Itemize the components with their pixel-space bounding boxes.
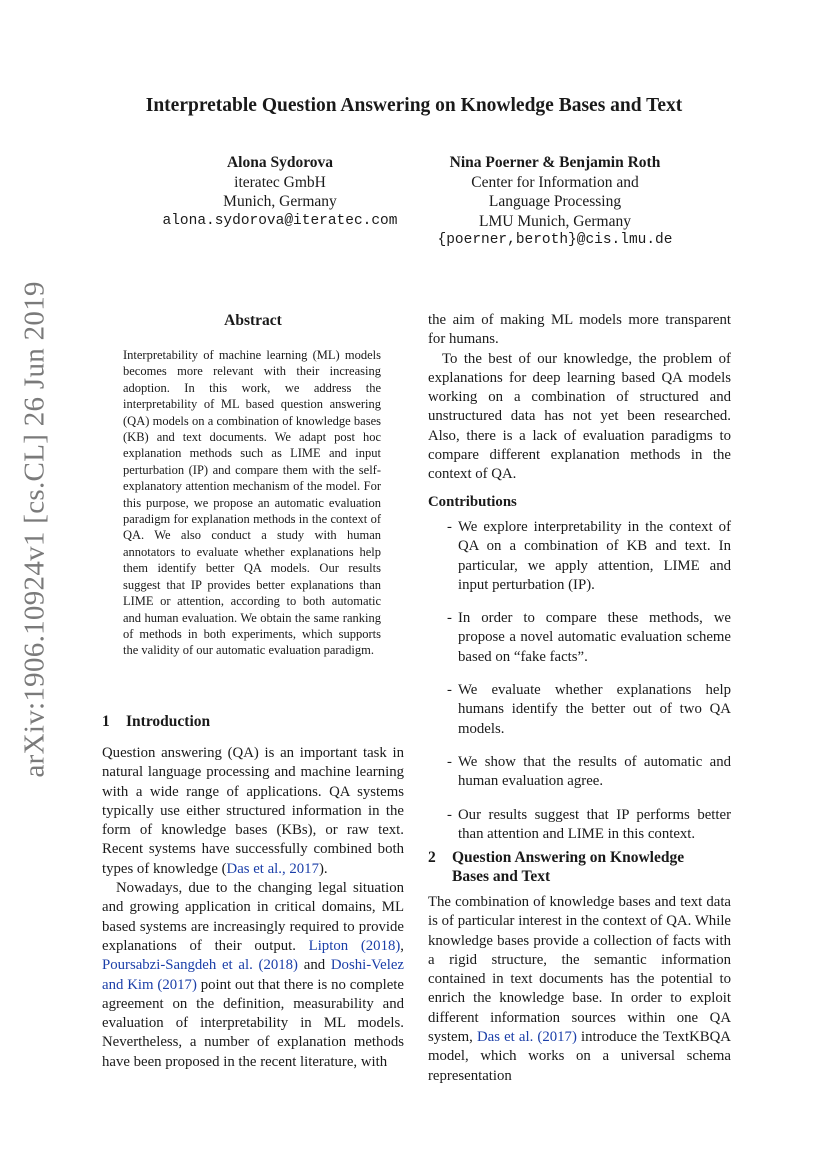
citation-link[interactable]: Das et al. (2017) [476,1029,577,1046]
paragraph-text: point out that there is no complete agreement on the definition, measurability and evaluation of interpretability in ML models. Nevertheless, a number of explanation methods have been proposed in the recent literature, with [102,976,404,1070]
author-affiliation: Center for Information and [471,173,639,191]
contributions-list-container [428,518,731,858]
list-item: - In order to compare these methods, we propose a novel automatic evaluation scheme based on “fake facts”. [428,609,731,667]
author-name: Alona Sydorova [226,154,334,171]
author-name: Nina Poerner & Benjamin Roth [449,154,661,171]
list-item: - We show that the results of automatic and human evaluation agree. [428,753,731,792]
author-email[interactable]: alona.sydorova@iteratec.com [162,212,398,229]
list-item: - Our results suggest that IP performs better than attention and LIME in this context. [428,806,731,845]
section-heading-qa-kb-text [428,848,731,886]
intro-paragraph-continued: the aim of making ML models more transparent for humans. [428,312,731,348]
arxiv-stamp: arXiv:1906.10924v1 [cs.CL] 26 Jun 2019 [18,281,51,778]
citation-link[interactable]: Poursabzi-Sangdeh et al. (2018) [102,957,298,974]
intro-paragraph-1 [102,744,404,879]
intro-paragraph-3: To the best of our knowledge, the problem of explanations for deep learning based QA models working on a combination of structured and unstructured data has not yet been researched. Also, there is a lack of evaluation paradigms to compare different explanation methods in the context of QA. [428,350,731,483]
contributions-heading: Contributions [428,494,517,510]
abstract-heading: Abstract [224,312,282,329]
contributions-list [428,518,731,844]
author-affiliation: Munich, Germany [223,193,337,210]
paragraph-text: , [400,937,404,954]
paragraph-text: and [298,957,331,974]
paragraph-text: Question answering (QA) is an important task in natural language processing and machine learning with a wide range of applications. QA systems typically use either structured information in the form of knowledge bases (KBs), or raw text. Recent systems have successfully combined both types of knowledge ( [102,745,404,877]
author-affiliation: LMU Munich, Germany [479,212,631,230]
section-number: 2 [428,849,436,866]
citation-link[interactable]: Das et al., 2017 [226,860,319,877]
paragraph-text: introduce the TextKBQA model, which works on a universal schema representation [428,1029,731,1084]
author-affiliation: Language Processing [488,193,622,210]
left-column-body [102,744,404,1072]
list-item: - We explore interpretability in the context of QA on a combination of KB and text. In particular, we apply attention, LIME and input perturbation (IP). [428,518,731,595]
paragraph-text: Nowadays, due to the changing legal situation and growing application in critical domains, ML based systems are increasingly required to provide explanations of their output. [102,880,404,954]
list-item: - We evaluate whether explanations help humans identify the better out of two QA models. [428,681,731,739]
author-affiliation: iteratec GmbH [234,173,326,191]
author-email[interactable]: {poerner,beroth}@cis.lmu.de [437,232,673,248]
citation-link[interactable]: Doshi-Velez and Kim (2017) [102,957,404,993]
section-title: Question Answering on Knowledge Bases and Text [452,849,685,885]
intro-paragraph-2 [102,879,404,1072]
paragraph-text: ). [318,860,328,877]
author-block-1 [130,153,430,231]
section-title: Introduction [126,713,211,730]
right-column-body [428,311,731,485]
author-block-2 [400,153,710,251]
paragraph-text: The combination of knowledge bases and text data is of particular interest in the context of QA. While knowledge bases provide a collection of facts with a rigid structure, the semantic information contained in text documents has the potential to enrich the knowledge base. In order to exploit different information sources within one QA system, [428,894,731,1046]
section-2-body [428,893,731,1086]
section-2-paragraph [428,893,731,1086]
abstract-text: Interpretability of machine learning (ML) models becomes more relevant with their increasing adoption. In this work, we address the interpretability of ML based question answering (QA) models on a combination of knowledge bases (KB) and text documents. We adapt post hoc explanation methods such as LIME and input perturbation (IP) and compare them with the self-explanatory attention mechanism of the model. For this purpose, we propose an automatic evaluation paradigm for explanation methods in the context of QA. We also conduct a study with human annotators to evaluate whether explanations help them identify better QA models. Our results suggest that IP provides better explanations than LIME or attention, according to both automatic and human evaluation. We obtain the same ranking of methods in both experiments, which supports the validity of our automatic evaluation paradigm. [123,348,381,658]
section-heading-introduction [102,713,210,731]
paper-title: Interpretable Question Answering on Knowledge Bases and Text [145,95,683,116]
section-number: 1 [102,713,110,730]
citation-link[interactable]: Lipton (2018) [308,937,401,954]
